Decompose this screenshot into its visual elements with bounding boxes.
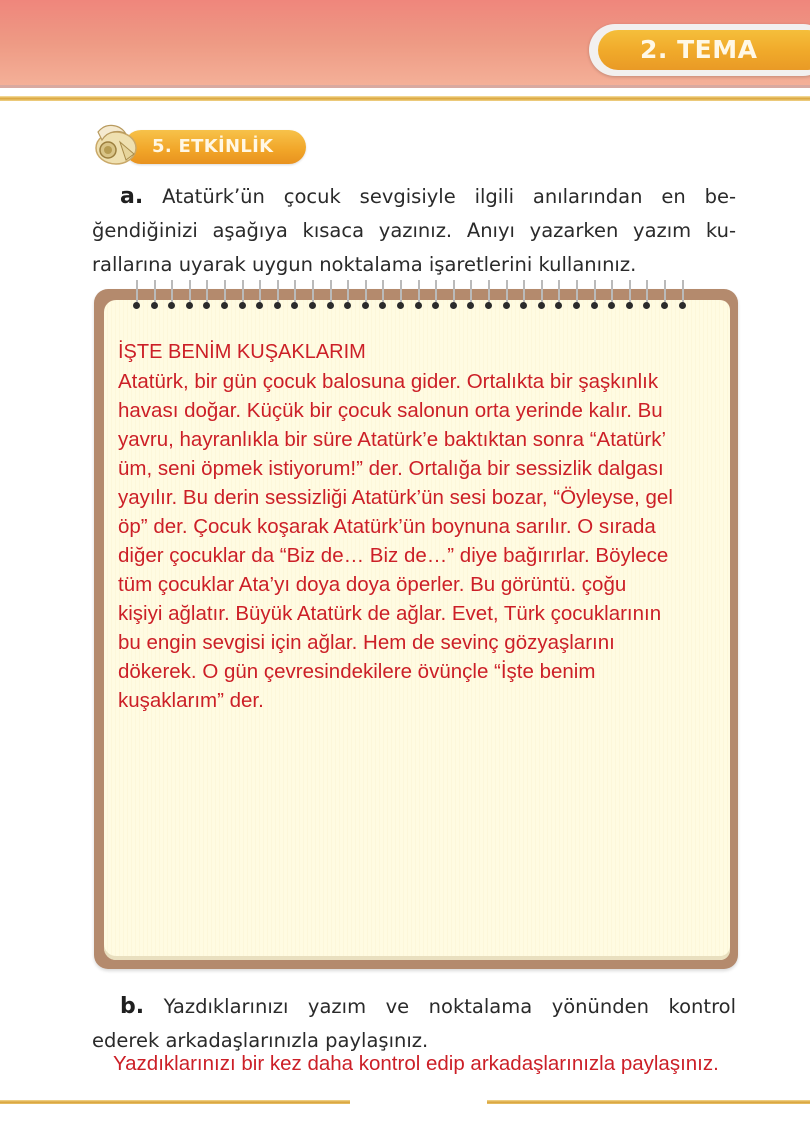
ring-hole [626,302,633,309]
answer-line: yavru, hayranlıkla bir süre Atatürk’e baktıktan sonra “Atatürk’ [118,428,667,451]
answer-line: havası doğar. Küçük bir çocuk salonun orta yerinde kalır. Bu [118,399,663,422]
ring-hole [203,302,210,309]
answer-line: üm, seni öpmek istiyorum!” der. Ortalığa bir sessizlik dalgası [118,457,664,480]
spiral-ring [415,280,423,310]
answer-title: İŞTE BENİM KUŞAKLARIM [118,341,366,363]
spiral-ring [397,280,405,310]
answer-line: Atatürk, bir gün çocuk balosuna gider. Ortalıkta bir şaşkınlık [118,370,659,393]
spiral-ring [151,280,159,310]
spiral-ring [133,280,141,310]
ring-hole [327,302,334,309]
answer-text-a [118,338,718,715]
ring-hole [415,302,422,309]
spiral-ring [291,280,299,310]
question-b-line-1: b. Yazdıklarınızı yazım ve noktalama yönünden kontrol [120,994,737,1019]
answer-line: bu engin sevgisi için ağlar. Hem de sevinç gözyaşlarını [118,631,615,654]
ring-hole [256,302,263,309]
question-a-line-2: ğendiğinizi aşağıya kısaca yazınız. Anıyı yazarken yazım ku- [92,219,736,242]
spiral-ring [203,280,211,310]
spiral-ring [309,280,317,310]
ring-hole [643,302,650,309]
spiral-ring [274,280,282,310]
spiral-ring [661,280,669,310]
answer-line: yayılır. Bu derin sessizliği Atatürk’ün sesi bozar, “Öyleyse, gel [118,486,673,509]
spiral-ring [538,280,546,310]
ring-hole [397,302,404,309]
answer-text-b: Yazdıklarınızı bir kez daha kontrol edip arkadaşlarınızla paylaşınız. [113,1052,719,1075]
ring-hole [538,302,545,309]
spiral-ring [450,280,458,310]
answer-line: diğer çocuklar da “Biz de… Biz de…” diye bağırırlar. Böylece [118,544,669,567]
spiral-ring [643,280,651,310]
spiral-ring [379,280,387,310]
spiral-ring [186,280,194,310]
spiral-ring [239,280,247,310]
question-a-letter: a. [120,184,144,209]
ring-hole [661,302,668,309]
question-b-line-2: ederek arkadaşlarınızla paylaşınız. [92,1029,429,1052]
ring-hole [309,302,316,309]
spiral-ring [485,280,493,310]
ring-hole [274,302,281,309]
answer-line: öp” der. Çocuk koşarak Atatürk’ün boynuna sarılır. O sırada [118,515,656,538]
ring-hole [186,302,193,309]
spiral-ring [168,280,176,310]
ring-hole [362,302,369,309]
ring-hole [221,302,228,309]
ring-hole [608,302,615,309]
ring-hole [379,302,386,309]
spiral-ring [256,280,264,310]
spiral-ring [608,280,616,310]
question-b [92,990,736,1058]
spiral-ring [221,280,229,310]
spiral-ring [344,280,352,310]
answer-line: kişiyi ağlatır. Büyük Atatürk de ağlar. Evet, Türk çocuklarının [118,602,662,625]
ring-hole [573,302,580,309]
spiral-ring [591,280,599,310]
ring-hole [591,302,598,309]
answer-line: dökerek. O gün çevresindekilere övünçle “İşte benim [118,660,596,683]
ring-hole [450,302,457,309]
spiral-ring [432,280,440,310]
spiral-ring [679,280,687,310]
spiral-ring [555,280,563,310]
answer-line: kuşaklarım” der. [118,689,264,712]
spiral-ring [520,280,528,310]
question-b-letter: b. [120,994,145,1019]
spiral-ring [573,280,581,310]
ring-hole [679,302,686,309]
question-a-line-3: rallarına uyarak uygun noktalama işaretlerini kullanınız. [92,253,637,276]
theme-label: 2. TEMA [640,35,758,64]
notebook-spiral-binding [0,280,810,310]
ring-hole [133,302,140,309]
ring-hole [151,302,158,309]
header-divider [0,96,810,101]
ring-hole [503,302,510,309]
question-a-line-1: a. Atatürk’ün çocuk sevgisiyle ilgili anılarından en be- [120,184,736,209]
ring-hole [520,302,527,309]
ring-hole [344,302,351,309]
ring-hole [168,302,175,309]
spiral-ring [362,280,370,310]
question-a [92,180,736,282]
scroll-parchment-icon [86,118,142,170]
ring-hole [291,302,298,309]
ring-hole [239,302,246,309]
answer-line: tüm çocuklar Ata’yı doya doya öperler. Bu görüntü. çoğu [118,573,627,596]
ring-hole [467,302,474,309]
ring-hole [555,302,562,309]
ring-hole [432,302,439,309]
spiral-ring [467,280,475,310]
ring-hole [485,302,492,309]
spiral-ring [503,280,511,310]
spiral-ring [626,280,634,310]
activity-label: 5. ETKİNLİK [152,136,274,157]
footer-divider-right [487,1100,810,1104]
spiral-ring [327,280,335,310]
footer-divider-left [0,1100,350,1104]
